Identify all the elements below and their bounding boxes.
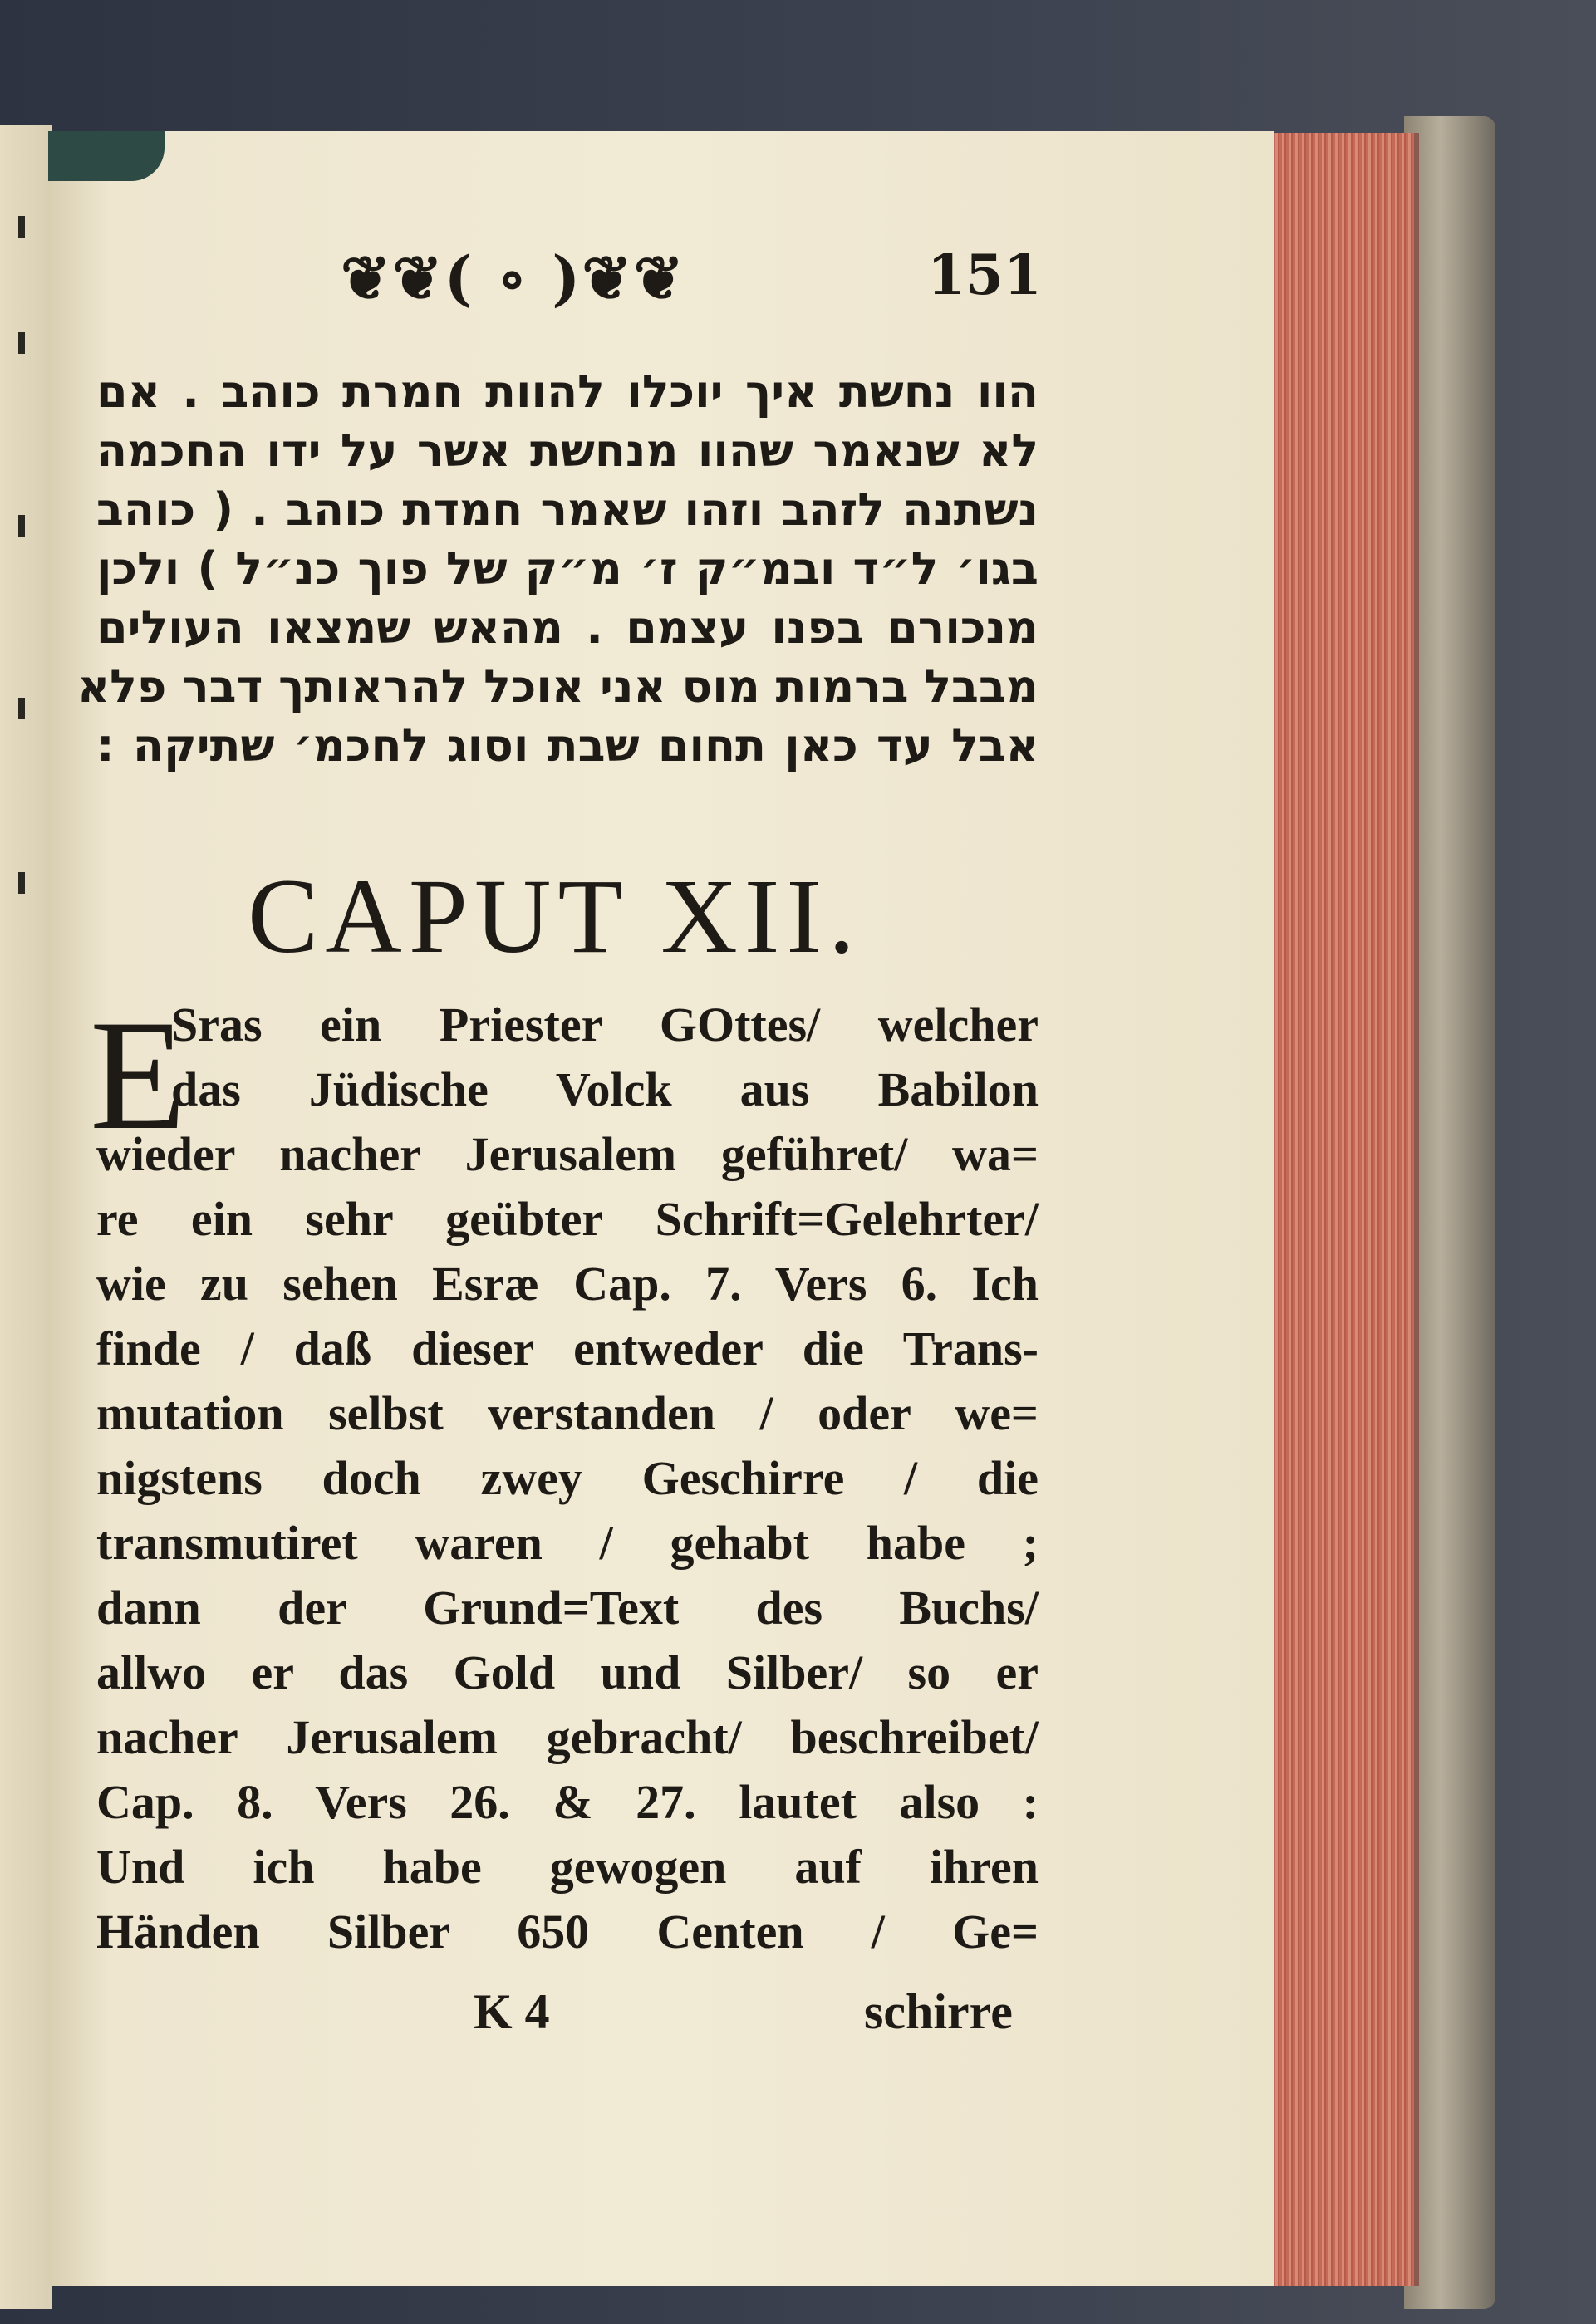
german-text-line: nacher Jerusalem gebracht/ beschreibet/ bbox=[96, 1710, 1039, 1764]
signature-mark: K 4 bbox=[474, 1984, 550, 2039]
german-text-line: allwo er das Gold und Silber/ so er bbox=[96, 1645, 1039, 1699]
german-text-line: das Jüdische Volck aus Babilon bbox=[171, 1062, 1039, 1116]
german-text-line: wieder nacher Jerusalem geführet/ wa= bbox=[96, 1127, 1039, 1181]
german-text-line: wie zu sehen Esræ Cap. 7. Vers 6. Ich bbox=[96, 1257, 1039, 1311]
german-text-line: Sras ein Priester GOttes/ welcher bbox=[171, 998, 1039, 1052]
hebrew-text-line: בגו׳ ל״ד ובמ״ק ז׳ מ״ק של פוך כנ״ל ) ולכן bbox=[96, 542, 1039, 595]
ribbon-bookmark bbox=[48, 131, 165, 181]
page-edges bbox=[1273, 133, 1419, 2286]
german-text-line: finde / daß dieser entweder die Trans- bbox=[96, 1321, 1039, 1375]
hebrew-text-line: מבבל ברמות מוס אני אוכל להראותך דבר פלא bbox=[76, 660, 1039, 713]
german-text-line: nigstens doch zwey Geschirre / die bbox=[96, 1451, 1039, 1505]
hebrew-text-line: הוו נחשת איך יוכלו להוות חמרת כוהב . אם bbox=[96, 365, 1039, 418]
german-text-line: transmutiret waren / gehabt habe ; bbox=[96, 1516, 1039, 1570]
german-text-line: mutation selbst verstanden / oder we= bbox=[96, 1386, 1039, 1440]
left-page-edge bbox=[0, 125, 52, 2309]
german-text-line: dann der Grund=Text des Buchs/ bbox=[96, 1581, 1039, 1635]
hebrew-text-line: אבל עד כאן תחום שבת וסוג לחכמ׳ שתיקה : bbox=[96, 719, 1039, 772]
german-text-line: Cap. 8. Vers 26. & 27. lautet also : bbox=[96, 1775, 1039, 1829]
drop-initial: E bbox=[90, 988, 187, 1163]
german-text-line: Händen Silber 650 Centen / Ge= bbox=[96, 1905, 1039, 1959]
chapter-title: CAPUT XII. bbox=[248, 857, 862, 975]
hebrew-text-line: נשתנה לזהב וזהו שאמר חמדת כוהב . ( כוהב bbox=[96, 483, 1039, 536]
page-number: 151 bbox=[927, 243, 1042, 307]
hebrew-text-line: לא שנאמר שהוו מנחשת אשר על ידו החכמה bbox=[96, 424, 1039, 477]
german-text-line: Und ich habe gewogen auf ihren bbox=[96, 1840, 1039, 1894]
german-text-line: re ein sehr geübter Schrift=Gelehrter/ bbox=[96, 1192, 1039, 1246]
hebrew-text-line: מנכורם בפנו עצמם . מהאש שמצאו העולים bbox=[96, 601, 1039, 654]
header-ornament: ❦❦( ∘ )❦❦ bbox=[341, 243, 685, 313]
catchword: schirre bbox=[864, 1984, 1013, 2039]
